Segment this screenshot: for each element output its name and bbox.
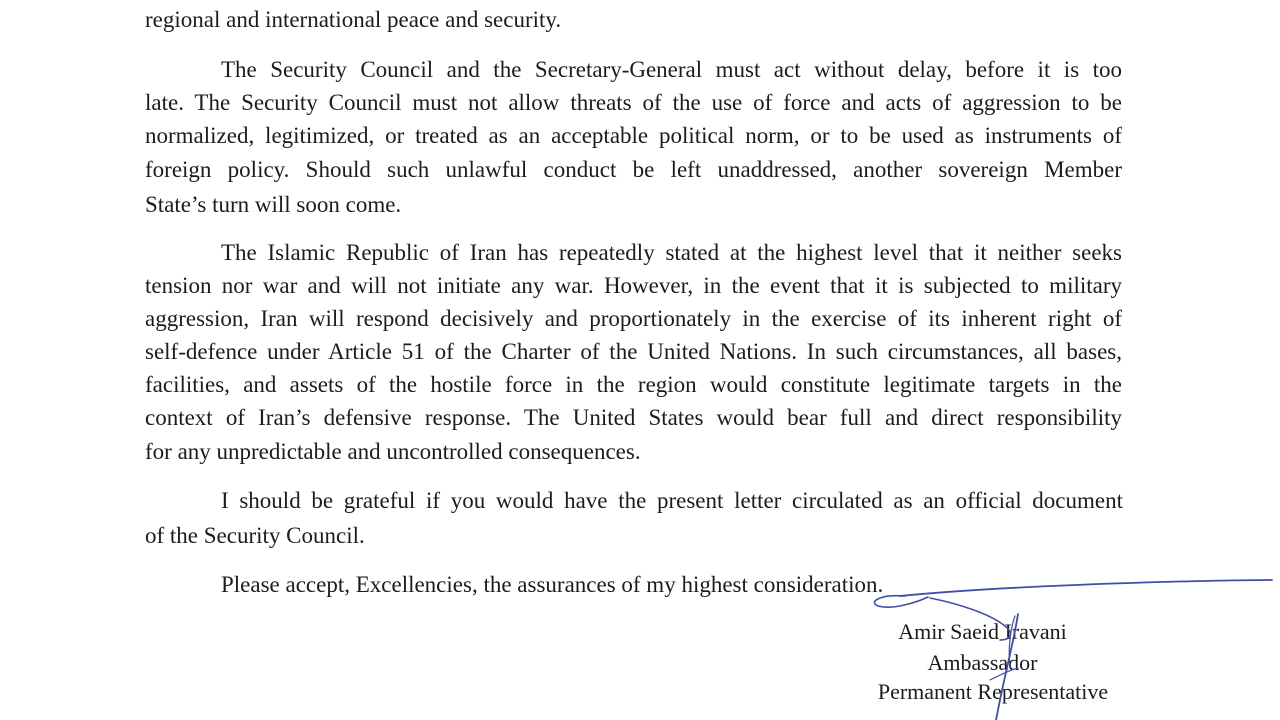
paragraph-1-line: late. The Security Council must not allow threats of the use of force and acts of aggression to be: [145, 90, 1122, 115]
paragraph-2-line: The Islamic Republic of Iran has repeatedly stated at the highest level that it neither seeks: [221, 240, 1122, 265]
paragraph-tail-line: regional and international peace and security.: [145, 7, 562, 32]
paragraph-1-line: The Security Council and the Secretary-General must act without delay, before it is too: [221, 57, 1122, 82]
paragraph-2-line: for any unpredictable and uncontrolled consequences.: [145, 439, 641, 464]
signatory-role: Permanent Representative: [877, 679, 1109, 704]
signatory-name: Amir Saeid Iravani: [898, 619, 1067, 644]
paragraph-3-line: of the Security Council.: [145, 523, 365, 548]
paragraph-3-line: I should be grateful if you would have the present letter circulated as an official document: [221, 488, 1123, 513]
closing-line: Please accept, Excellencies, the assurances of my highest consideration.: [221, 572, 884, 597]
paragraph-1-line: State’s turn will soon come.: [145, 192, 402, 217]
paragraph-1-line: foreign policy. Should such unlawful conduct be left unaddressed, another sovereign Member: [145, 157, 1122, 182]
paragraph-1-line: normalized, legitimized, or treated as an acceptable political norm, or to be used as instruments of: [145, 123, 1122, 148]
paragraph-2-line: aggression, Iran will respond decisively and proportionately in the exercise of its inherent right of: [145, 306, 1122, 331]
paragraph-2-line: context of Iran’s defensive response. The United States would bear full and direct responsibility: [145, 405, 1122, 430]
paragraph-2-line: self-defence under Article 51 of the Charter of the United Nations. In such circumstances, all bases,: [145, 339, 1122, 364]
paragraph-2-line: tension nor war and will not initiate any war. However, in the event that it is subjected to military: [145, 273, 1122, 298]
paragraph-2-line: facilities, and assets of the hostile force in the region would constitute legitimate targets in the: [145, 372, 1122, 397]
signatory-title: Ambassador: [927, 650, 1038, 675]
